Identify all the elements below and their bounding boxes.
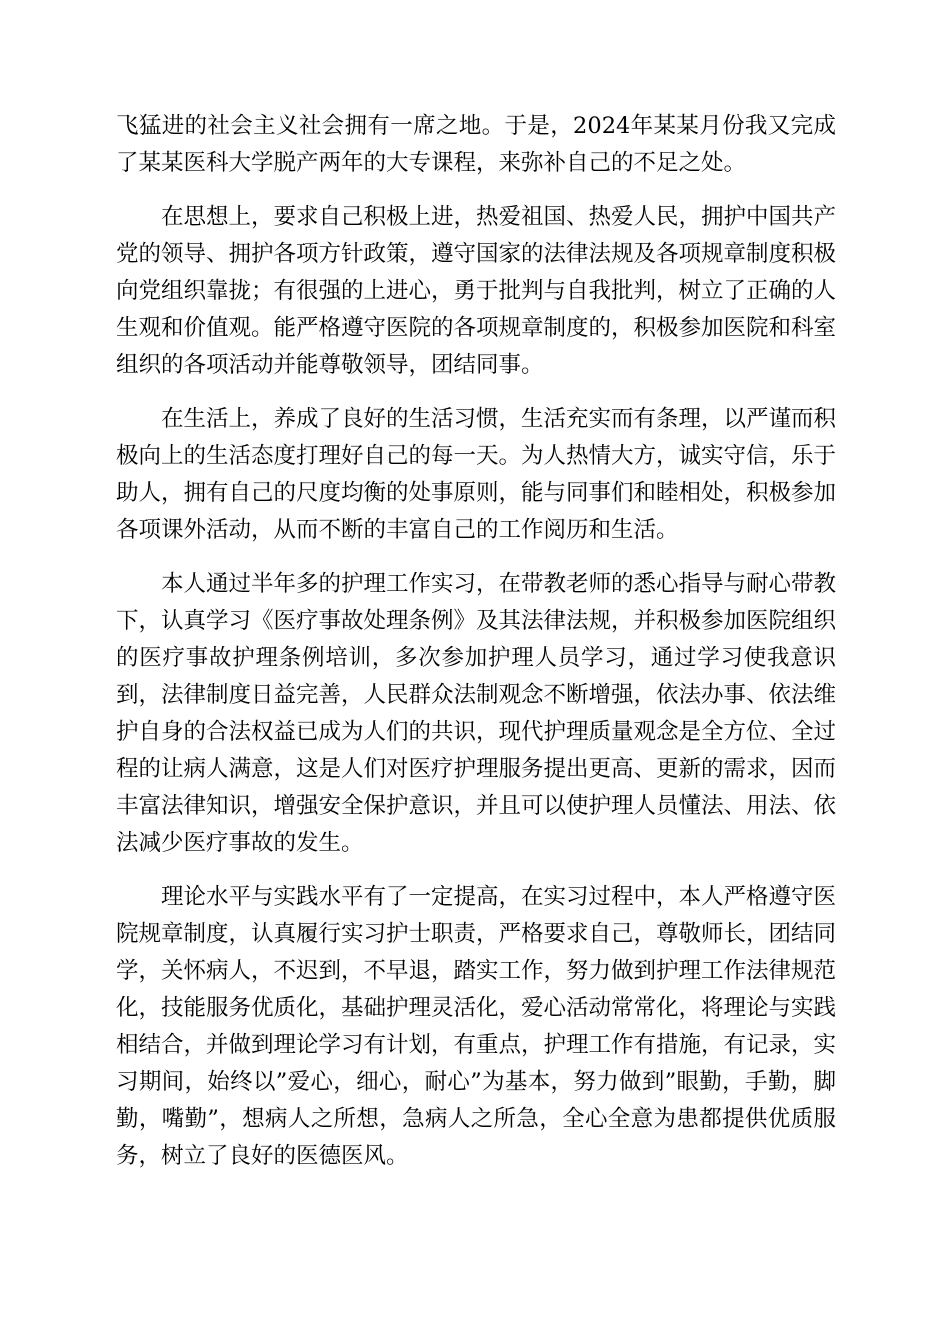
paragraph-continuation: 飞猛进的社会主义社会拥有一席之地。于是，2024年某某月份我又完成了某某医科大学脱产两年的大专课程，来弥补自己的不足之处。 [116, 113, 836, 176]
paragraph-life: 在生活上，养成了良好的生活习惯，生活充实而有条理，以严谨而积极向上的生活态度打理好自己的每一天。为人热情大方，诚实守信，乐于助人，拥有自己的尺度均衡的处事原则，能与同事们和睦相处，积极参加各项课外活动，从而不断的丰富自己的工作阅历和生活。 [116, 406, 837, 543]
paragraph-internship-law: 本人通过半年多的护理工作实习，在带教老师的悉心指导与耐心带教下，认真学习《医疗事故处理条例》及其法律法规，并积极参加医院组织的医疗事故护理条例培训，多次参加护理人员学习，通过学习使我意识到，法律制度日益完善，人民群众法制观念不断增强，依法办事、依法维护自身的合法权益已成为人们的共识，现代护理质量观念是全方位、全过程的让病人满意，这是人们对医疗护理服务提出更高、更新的需求，因而丰富法律知识，增强安全保护意识，并且可以使护理人员懂法、用法、依法减少医疗事故的发生。 [116, 571, 837, 856]
paragraph-ideology: 在思想上，要求自己积极上进，热爱祖国、热爱人民，拥护中国共产党的领导、拥护各项方针政策，遵守国家的法律法规及各项规章制度积极向党组织靠拢；有很强的上进心，勇于批判与自我批判，树立了正确的人生观和价值观。能严格遵守医院的各项规章制度的，积极参加医院和科室组织的各项活动并能尊敬领导，团结同事。 [116, 204, 837, 378]
document-body [116, 108, 836, 1192]
paragraph-theory-practice: 理论水平与实践水平有了一定提高，在实习过程中，本人严格遵守医院规章制度，认真履行实习护士职责，严格要求自己，尊敬师长，团结同学，关怀病人，不迟到，不早退，踏实工作，努力做到护理工作法律规范化，技能服务优质化，基础护理灵活化，爱心活动常常化，将理论与实践相结合，并做到理论学习有计划，有重点，护理工作有措施，有记录，实习期间，始终以”爱心，细心，耐心”为基本，努力做到”眼勤，手勤，脚勤，嘴勤”，想病人之所想，急病人之所急，全心全意为患都提供优质服务，树立了良好的医德医风。 [116, 884, 837, 1169]
